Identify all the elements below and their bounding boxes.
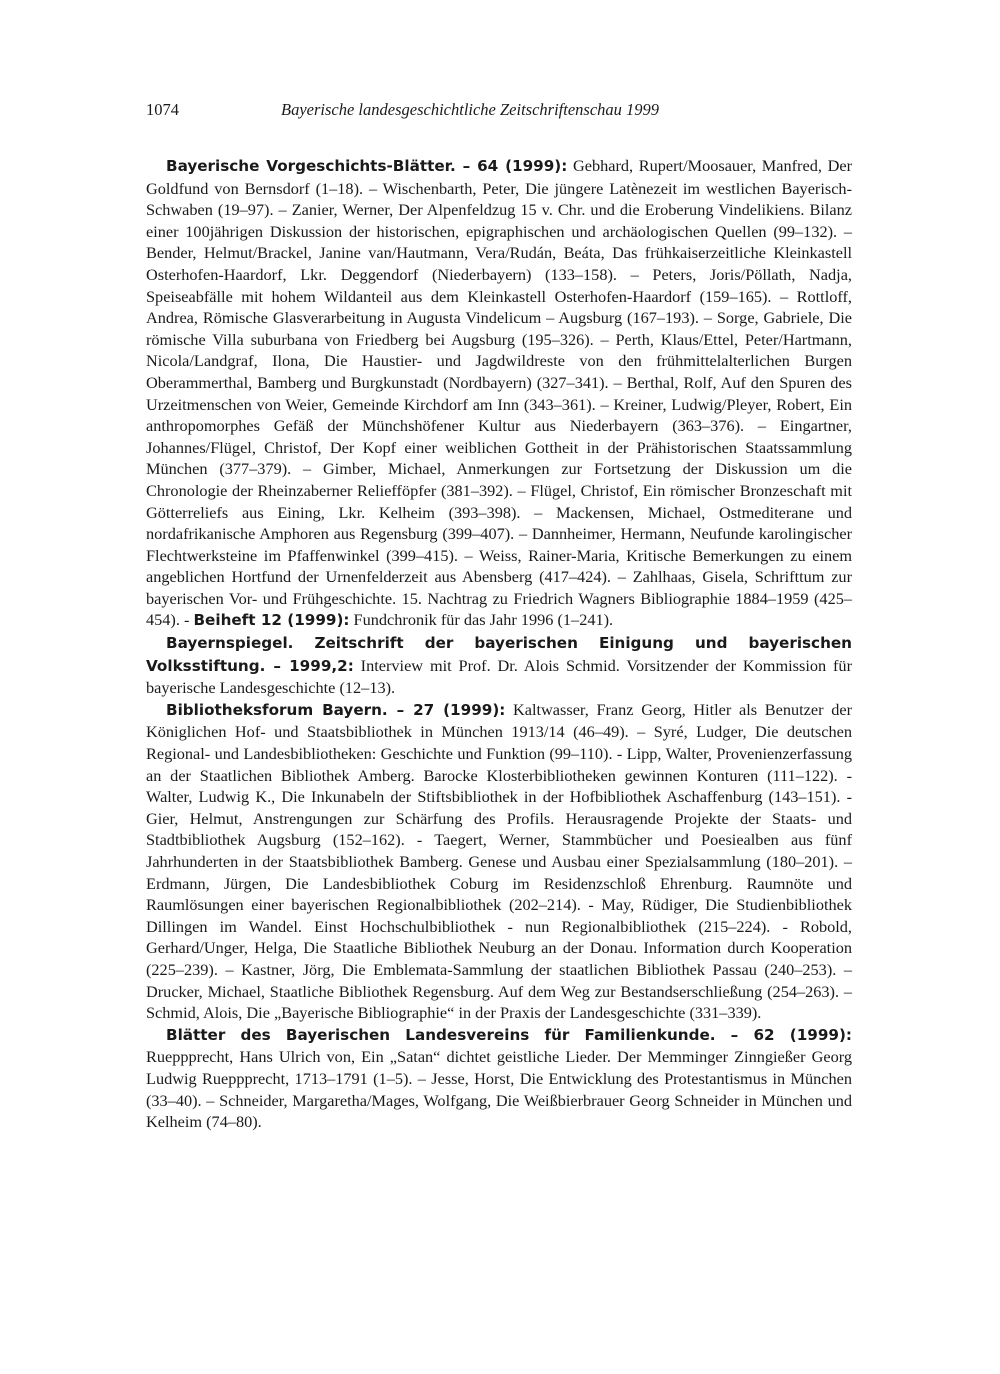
page-header bbox=[146, 100, 852, 124]
entry-text: Interview mit Prof. Dr. Alois Schmid. Vorsitzender der Kommission für bayerische Landesgeschichte (12–13). bbox=[146, 655, 852, 698]
entry-text: Rueppprecht, Hans Ulrich von, Ein „Satan“ dichtet geistliche Lieder. Der Memminger Zinngießer Georg Ludwig Rueppprecht, 1713–1791 (1–5). – Jesse, Horst, Die Entwicklung des Protestantismus in München (33–40). – Schneider, Margaretha/Mages, Wolfgang, Die Weißbierbrauer Georg Schneider in München und Kelheim (74–80). bbox=[146, 1047, 852, 1132]
entry-blaetter-landesverein-familienkunde bbox=[146, 1024, 852, 1133]
entry-text: Gebhard, Rupert/Moosauer, Manfred, Der Goldfund von Bernsdorf (1–18). – Wischenbarth, Peter, Die jüngere Latènezeit im westlichen Bayerisch-Schwaben (19–97). – Zanier, Werner, Der Alpenfeldzug 15 v. Chr. und die Eroberung Vindelikiens. Bilanz einer 100jährigen Diskussion der historischen, epigraphischen und archäologischen Quellen (99–132). – Bender, Helmut/Brackel, Janine van/Hautmann, Vera/Rudán, Beáta, Das frühkaiserzeitliche Kleinkastell Osterhofen-Haardorf, Lkr. Deggendorf (Niederbayern) (133–158). – Peters, Joris/Pöllath, Nadja, Speiseabfälle mit hohem Wildanteil aus dem Kleinkastell Osterhofen-Haardorf (159–165). – Rottloff, Andrea, Römische Glasverarbeitung in Augusta Vindelicum – Augsburg (167–193). – Sorge, Gabriele, Die römische Villa suburbana von Friedberg bei Augsburg (195–326). – Perth, Klaus/Ettel, Peter/Hartmann, Nicola/Landgraf, Ilona, Die Haustier- und Jagdwildreste von den frühmittelalterlichen Burgen Oberammerthal, Bamberg und Burgkunstadt (Nordbayern) (327–341). – Berthal, Rolf, Auf den Spuren des Urzeitmenschen von Weier, Gemeinde Kirchdorf am Inn (343–361). – Kreiner, Ludwig/Pleyer, Robert, Ein anthropomorphes Gefäß der Münchshöfener Kultur aus Niederbayern (363–376). – Eingartner, Johannes/Flügel, Christof, Der Kopf einer weiblichen Gottheit in der Prähistorischen Staatssammlung München (377–379). – Gimber, Michael, Anmerkungen zur Fortsetzung der Diskussion um die Chronologie der Rheinzaberner Reliefföpfer (381–392). – Flügel, Christof, Ein römischer Bronzeschaft mit Götterreliefs aus Eining, Lkr. Kelheim (393–398). – Mackensen, Michael, Ostmediterane und nordafrikanische Amphoren aus Regensburg (399–407). – Dannheimer, Hermann, Neufunde karolingischer Flechtwerksteine im Pfaffenwinkel (399–415). – Weiss, Rainer-Maria, Kritische Bemerkungen zu einem angeblichen Hortfund der Urnenfelderzeit aus Abensberg (417–424). – Zahlhaas, Gisela, Schrifttum zur bayerischen Vor- und Frühgeschichte. 15. Nachtrag zu Friedrich Wagners Bibliographie 1884–1959 (425–454). - bbox=[146, 156, 852, 630]
entry-heading: Bayerische Vorgeschichts-Blätter. – 64 (1999): bbox=[166, 157, 568, 175]
running-title: Bayerische landesgeschichtliche Zeitschriftenschau 1999 bbox=[281, 100, 660, 119]
entry-heading: Bibliotheksforum Bayern. – 27 (1999): bbox=[166, 700, 506, 719]
bibliography-content bbox=[146, 155, 852, 1133]
entry-heading: Blätter des Bayerischen Landesvereins für Familienkunde. – 62 (1999): bbox=[166, 1025, 852, 1044]
entry-text: Fundchronik für das Jahr 1996 (1–241). bbox=[349, 610, 614, 630]
entry-heading: Bayernspiegel. Zeitschrift der bayerischen Einigung und bayerischen Volksstiftung. – 1999,2: bbox=[146, 634, 852, 675]
entry-bayerische-vorgeschichts-blaetter bbox=[146, 155, 852, 632]
entry-bibliotheksforum-bayern bbox=[146, 699, 852, 1024]
entry-subheading: Beiheft 12 (1999): bbox=[193, 611, 350, 630]
page-number: 1074 bbox=[146, 100, 179, 119]
entry-bayernspiegel bbox=[146, 632, 852, 699]
entry-text: Kaltwasser, Franz Georg, Hitler als Benutzer der Königlichen Hof- und Staatsbibliothek in München 1913/14 (46–49). – Syré, Ludger, Die deutschen Regional- und Landesbibliotheken: Geschichte und Funktion (99–110). - Lipp, Walter, Provenienzerfassung an der Staatlichen Bibliothek Amberg. Barocke Klosterbibliotheken gewinnen Konturen (111–122). - Walter, Ludwig K., Die Inkunabeln der Stiftsbibliothek in der Hofbibliothek Aschaffenburg (143–151). - Gier, Helmut, Anstrengungen zur Schärfung des Profils. Herausragende Projekte der Staats- und Stadtbibliothek Augsburg (152–162). - Taegert, Werner, Stammbücher und Poesiealben aus fünf Jahrhunderten in der Staatsbibliothek Bamberg. Genese und Ausbau einer Spezialsammlung (180–201). – Erdmann, Jürgen, Die Landesbibliothek Coburg im Residenzschloß Ehrenburg. Raumnöte und Raumlösungen einer bayerischen Regionalbibliothek (202–214). - May, Rüdiger, Die Studienbibliothek Dillingen im Wandel. Einst Hochschulbibliothek - nun Regionalbibliothek (215–224). - Robold, Gerhard/Unger, Helga, Die Staatliche Bibliothek Neuburg an der Donau. Information durch Kooperation (225–239). – Kastner, Jörg, Die Emblemata-Sammlung der staatlichen Bibliothek Passau (240–253). – Drucker, Michael, Staatliche Bibliothek Regensburg. Auf dem Weg zur Bestandserschließung (254–263). – Schmid, Alois, Die „Bayerische Bibliographie“ in der Praxis der Landesgeschichte (331–339). bbox=[146, 699, 852, 1023]
